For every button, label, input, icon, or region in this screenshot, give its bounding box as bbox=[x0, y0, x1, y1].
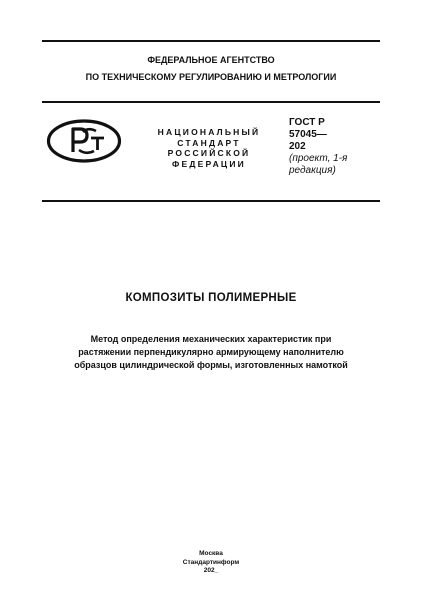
draft-status: (проект, 1-я bbox=[289, 153, 348, 164]
standard-block-divider bbox=[42, 200, 380, 202]
subtitle-line: растяжении перпендикулярно армирующему наполнителю bbox=[78, 347, 344, 357]
draft-status-cont: редакция) bbox=[289, 165, 336, 176]
national-line: РОССИЙСКОЙ bbox=[167, 148, 251, 158]
document-subtitle bbox=[42, 333, 380, 372]
subtitle-line: образцов цилиндрической формы, изготовленных намоткой bbox=[74, 360, 348, 370]
gost-year: 202 bbox=[289, 141, 306, 152]
agency-name-line2: ПО ТЕХНИЧЕСКОМУ РЕГУЛИРОВАНИЮ И МЕТРОЛОГИИ bbox=[85, 72, 337, 82]
agency-name-line1: ФЕДЕРАЛЬНОЕ АГЕНТСТВО bbox=[147, 55, 275, 65]
national-standard-label bbox=[145, 127, 273, 169]
gost-designation bbox=[289, 117, 381, 177]
imprint bbox=[42, 550, 380, 576]
imprint-publisher: Стандартинформ bbox=[182, 558, 240, 566]
subtitle-line: Метод определения механических характеристик при bbox=[90, 334, 332, 344]
rst-certification-mark-icon bbox=[46, 119, 122, 163]
top-rule bbox=[42, 40, 380, 42]
header-divider bbox=[42, 101, 380, 103]
national-line: СТАНДАРТ bbox=[177, 137, 241, 148]
document-title: КОМПОЗИТЫ ПОЛИМЕРНЫЕ bbox=[125, 292, 297, 304]
imprint-year: 202_ bbox=[203, 567, 219, 574]
imprint-city: Москва bbox=[199, 550, 223, 557]
gost-line: ГОСТ Р bbox=[289, 117, 325, 128]
national-line: ФЕДЕРАЦИИ bbox=[172, 158, 246, 169]
gost-number: 57045— bbox=[289, 129, 327, 140]
national-line: НАЦИОНАЛЬНЫЙ bbox=[157, 127, 261, 137]
